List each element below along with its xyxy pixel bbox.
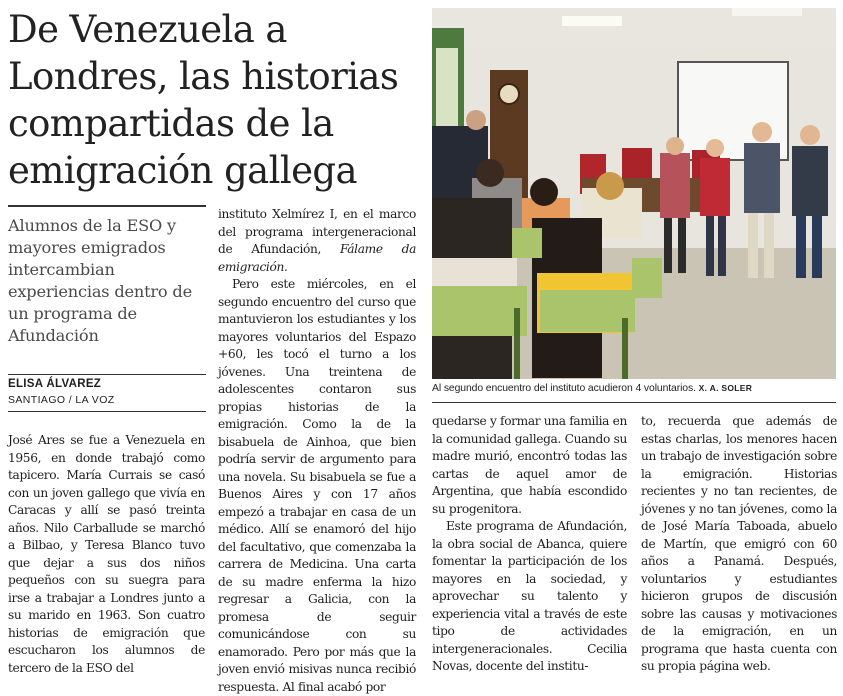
photo-caption <box>432 380 836 403</box>
body-paragraph: Este programa de Afundación, la obra social de Abanca, quiere fomentar la participación de los mayores en la sociedad, y aprovechar su talento y experiencia vital a través de este tipo de actividades intergeneracionales. Cecilia Novas, docente del institu- <box>432 519 627 673</box>
body-text: . <box>283 259 288 274</box>
body-paragraph: to, recuerda que además de estas charlas, los menores hacen un trabajo de investigación sobre la emigración. Historias recientes y no tan recientes, de jóvenes y no tan jóvenes, como la de José María Taboada, abuelo de Martín, que emigró con 60 años a Panamá. Después, voluntarios y estudiantes hicieron grupos de discusión sobre las causas y motivaciones de la emigración, en un programa que hasta cuenta con su propia página web. <box>641 414 837 673</box>
body-paragraph: José Ares se fue a Venezuela en 1956, en donde trabajó como tapicero. María Currais se casó con un joven gallego que vivía en Caracas y allí se pasó treinta años. Nilo Carballude se marchó a Bilbao, y Teresa Blanco tuvo que dejar a sus dos niños pequeños con su suegra para irse a trabajar a Londres junto a su marido en 1963. Son cuatro historias de emigración que escucharon los alumnos de tercero de la ESO del <box>8 433 205 675</box>
photo-classroom-scene <box>432 8 836 379</box>
caption-text: Al segundo encuentro del instituto acudieron 4 voluntarios. <box>432 383 696 394</box>
body-paragraph: quedarse y formar una familia en la comunidad gallega. Cuando su madre murió, encontró todas las cartas de aquel amor de Argentina, que había escondido su progenitora. <box>432 414 627 516</box>
article-headline: De Venezuela a Londres, las historias compartidas de la emigración gallega <box>8 8 399 192</box>
byline-location: SANTIAGO / LA VOZ <box>8 394 206 412</box>
photo-credit: X. A. SOLER <box>698 383 753 393</box>
article-subheadline: Alumnos de la ESO y mayores emigrados intercambian experiencias dentro de un programa de Afundación <box>8 205 206 347</box>
byline <box>8 374 206 412</box>
body-paragraph: Pero este miércoles, en el segundo encuentro del curso que mantuvieron los estudiantes y los mayores voluntarios del Espazo +60, les tocó el turno a los jóvenes. Una treintena de adolescentes contaron sus propias historias de la emigración. Como la de la bisabuela de Ainhoa, que bien podría servir de argumento para una novela. Su bisabuela se fue a Buenos Aires y con 17 años empezó a trabajar en casa de un médico. Allí se enamoró del hijo del facultativo, que comenzaba la carrera de Medicina. Una carta de su madre enferma la hizo regresar a Galicia, con la promesa de seguir comunicándose con su enamorado. Pero por más que la joven envió misivas nunca recibió respuesta. Al final acabó por <box>218 277 416 694</box>
body-column-1 <box>8 432 205 675</box>
body-text: instituto Xelmírez I, en el marco del programa intergeneracional de Afundación, <box>218 207 416 256</box>
program-name: Fálame da emigración <box>218 242 416 274</box>
byline-author: ELISA ÁLVAREZ <box>8 374 206 390</box>
body-column-2 <box>218 206 416 694</box>
body-paragraph <box>218 206 416 276</box>
body-column-3 <box>432 413 627 673</box>
body-column-4 <box>641 413 837 673</box>
article-photo <box>432 8 836 379</box>
